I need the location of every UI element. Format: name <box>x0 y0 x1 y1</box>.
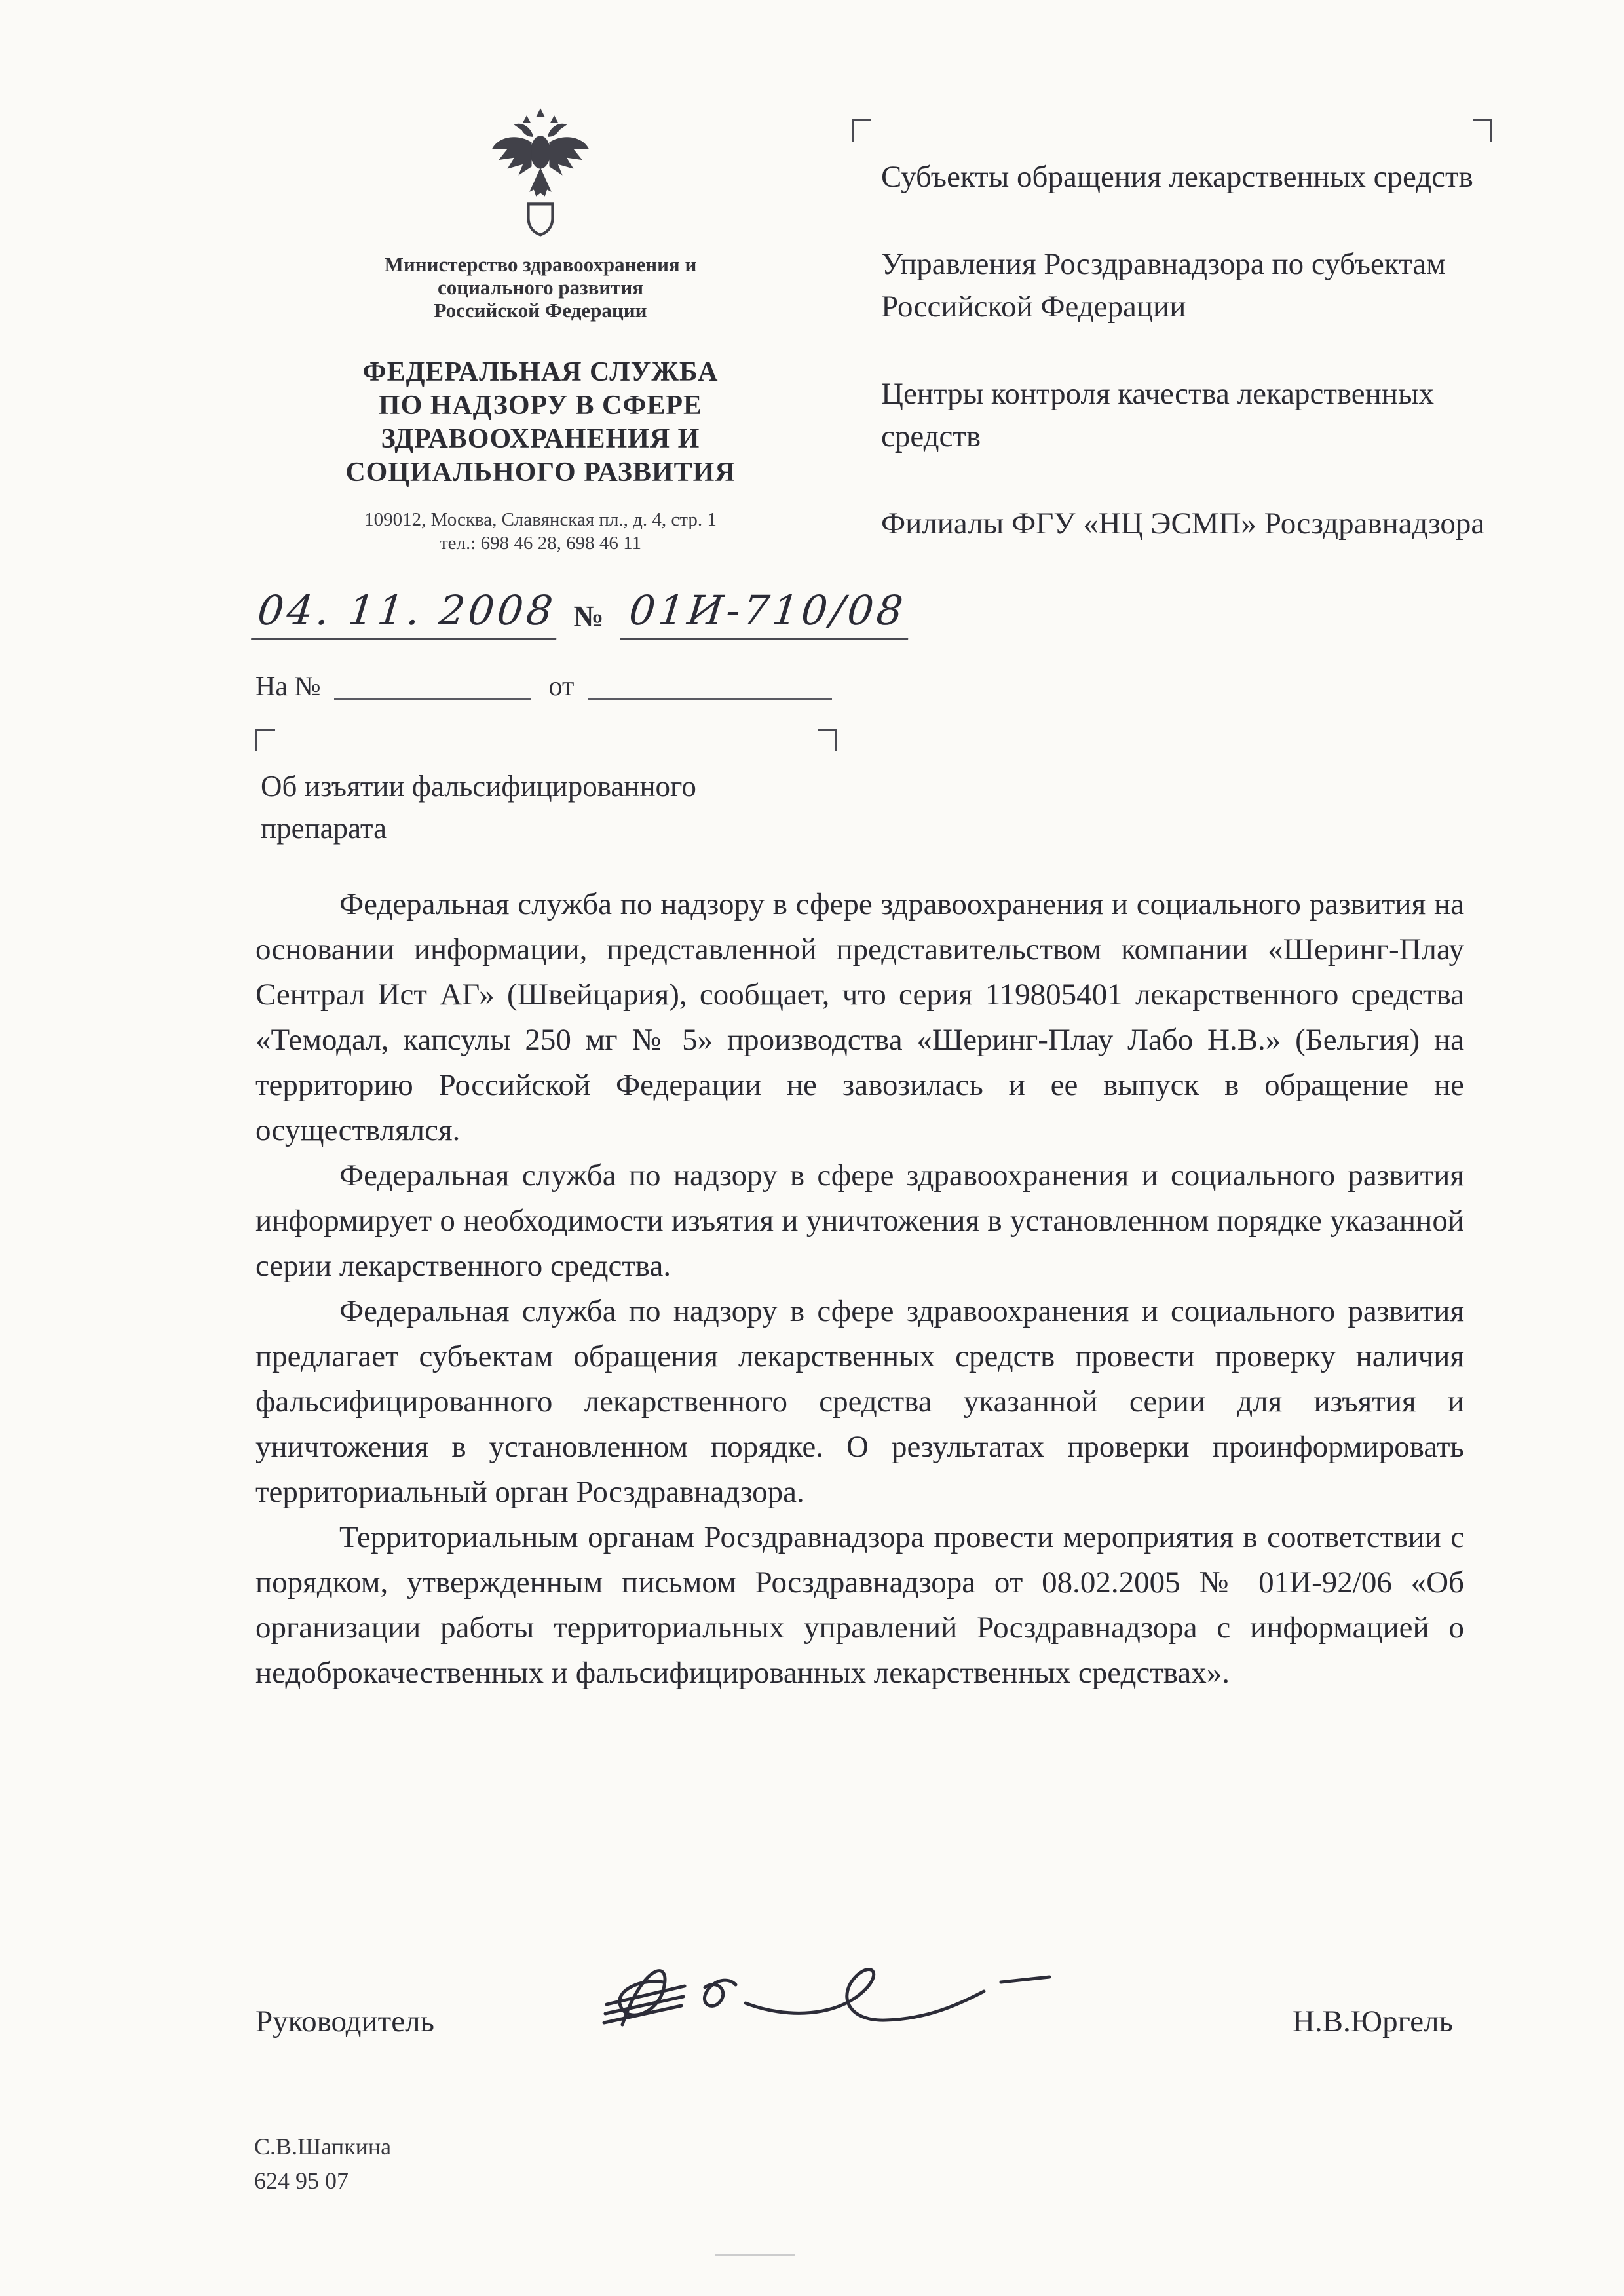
signer-name: Н.В.Юргель <box>1292 2004 1453 2038</box>
subject-line: Об изъятии фальсифицированного препарата <box>261 770 696 845</box>
executor-block <box>254 2130 391 2198</box>
service-line: ЗДРАВООХРАНЕНИЯ И <box>381 424 700 454</box>
recipients-block <box>881 156 1500 590</box>
corner-mark-subject-right <box>818 729 837 751</box>
signature-row <box>255 2004 1453 2039</box>
paragraph: Федеральная служба по надзору в сфере здравоохранения и социального развития предлагает субъектам обращения лекарственных средств провести проверку наличия фальсифицированного лекарственного средства указанной серии для изъятия и уничтожения в установленном порядке. О результатах проверки проинформировать территориальный орган Росздравнадзора. <box>255 1294 1464 1509</box>
corner-mark-recipients-right <box>1473 119 1492 142</box>
document-number-row <box>251 586 908 640</box>
service-line: ФЕДЕРАЛЬНАЯ СЛУЖБА <box>362 357 719 387</box>
number-sign: № <box>573 600 604 633</box>
service-line: ПО НАДЗОРУ В СФЕРЕ <box>378 391 703 421</box>
handwritten-number: 01И-710/08 <box>620 586 914 640</box>
coat-of-arms-icon <box>485 105 595 244</box>
signer-title: Руководитель <box>255 2004 434 2038</box>
phone-line: тел.: 698 46 28, 698 46 11 <box>440 533 641 554</box>
corner-mark-subject-left <box>255 729 275 751</box>
handwritten-date: 04. 11. 2008 <box>251 586 562 640</box>
ministry-line: социального развития <box>437 276 644 299</box>
fold-mark <box>715 2254 795 2256</box>
executor-phone: 624 95 07 <box>254 2168 349 2194</box>
ref-blank-date <box>588 670 832 700</box>
recipient-item: Субъекты обращения лекарственных средств <box>881 160 1473 194</box>
corner-mark-recipients-left <box>852 119 871 142</box>
recipient-item: Филиалы ФГУ «НЦ ЭСМП» Росздравнадзора <box>881 507 1485 541</box>
recipient-item: Управления Росздравнадзора по субъектам Российской Федерации <box>881 247 1446 324</box>
signature-scribble <box>576 1936 1074 2061</box>
service-name <box>292 356 789 489</box>
paragraph: Федеральная служба по надзору в сфере здравоохранения и социального развития на основании информации, представленной представительством компании «Шеринг-Плау Сентрал Ист АГ» (Швейцария), сообщает, что серия 119805401 лекарственного средства «Темодал, капсулы 250 мг № 5» производства «Шеринг-Плау Лабо Н.В.» (Бельгия) на территорию Российской Федерации не завозилась и ее выпуск в обращение не осуществлялся. <box>255 887 1464 1147</box>
ministry-line: Российской Федерации <box>434 299 647 322</box>
paragraph: Федеральная служба по надзору в сфере здравоохранения и социального развития информирует о необходимости изъятия и уничтожения в установленном порядке указанной серии лекарственного средства. <box>255 1158 1464 1283</box>
letterhead-address <box>292 508 789 555</box>
service-line: СОЦИАЛЬНОГО РАЗВИТИЯ <box>345 457 736 488</box>
ref-label-na: На № <box>255 672 321 702</box>
letter-body <box>255 882 1464 1696</box>
executor-name: С.В.Шапкина <box>254 2133 392 2160</box>
recipient-item: Центры контроля качества лекарственных средств <box>881 377 1435 453</box>
ministry-line: Министерство здравоохранения и <box>384 253 697 276</box>
reference-row <box>255 670 832 702</box>
address-line: 109012, Москва, Славянская пл., д. 4, стр. 1 <box>364 509 717 530</box>
letterhead <box>292 105 789 555</box>
ref-blank-number <box>334 670 531 700</box>
ministry-name <box>292 253 789 322</box>
paragraph: Территориальным органам Росздравнадзора провести мероприятия в соответствии с порядком, утвержденным письмом Росздравнадзора от 08.02.2005 № 01И-92/06 «Об организации работы территориальных управлений Росздравнадзора с информацией о недоброкачественных и фальсифицированных лекарственных средствах». <box>255 1520 1464 1690</box>
ref-label-ot: от <box>548 672 575 702</box>
